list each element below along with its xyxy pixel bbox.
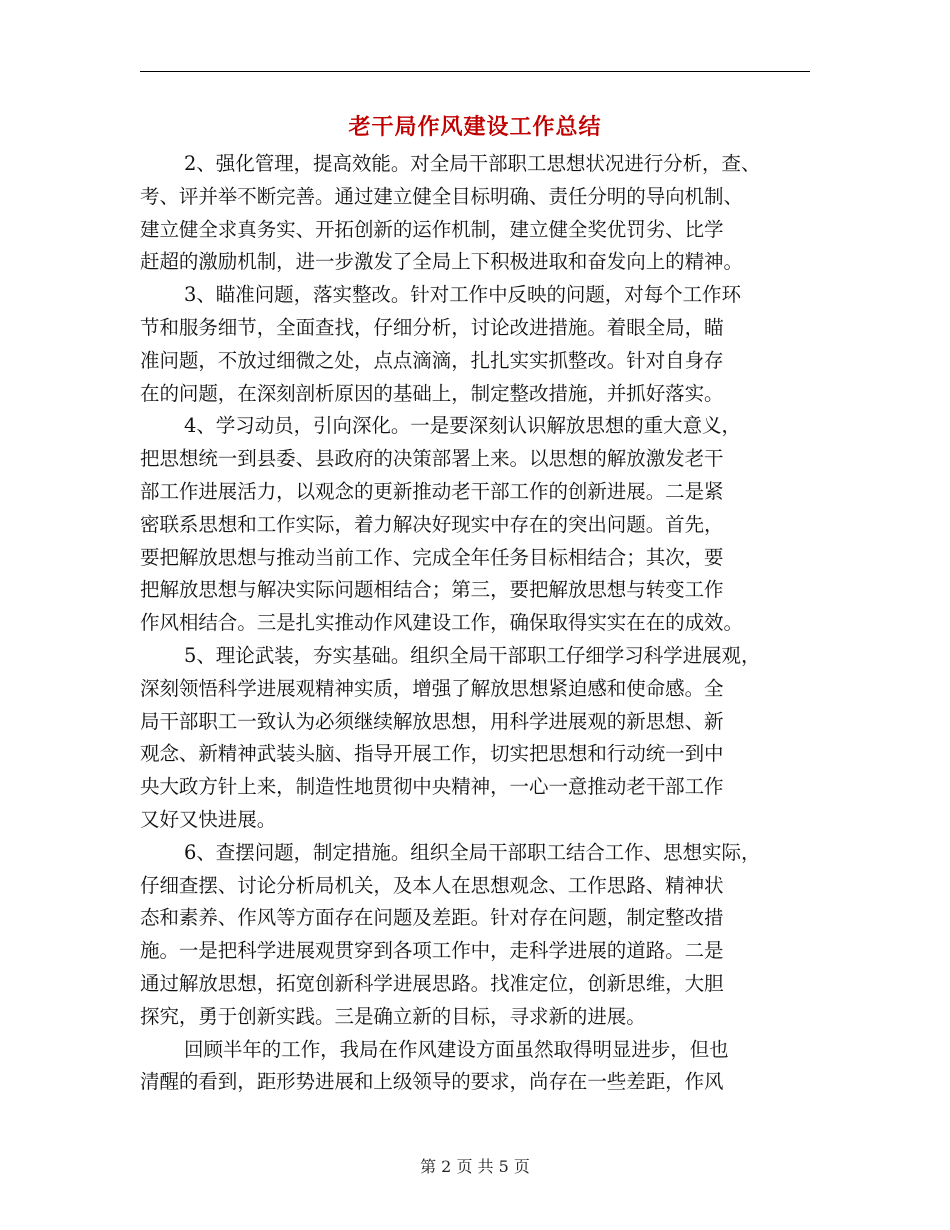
text-line: 通过解放思想，拓宽创新科学进展思路。找准定位，创新思维，大胆 bbox=[140, 971, 724, 995]
text-line: 赶超的激励机制，进一步激发了全局上下积极进取和奋发向上的精神。 bbox=[140, 250, 743, 274]
text-line: 节和服务细节，全面查找，仔细分析，讨论改进措施。着眼全局，瞄 bbox=[140, 315, 724, 339]
page-number: 第 2 页 共 5 页 bbox=[420, 1157, 530, 1176]
text-line: 3、瞄准问题，落实整改。针对工作中反映的问题，对每个工作环 bbox=[184, 283, 741, 307]
text-line: 要把解放思想与推动当前工作、完成全年任务目标相结合；其次，要 bbox=[140, 545, 724, 569]
text-line: 仔细查摆、讨论分析局机关，及本人在思想观念、工作思路、精神状 bbox=[140, 873, 724, 897]
text-line: 考、评并举不断完善。通过建立健全目标明确、责任分明的导向机制、 bbox=[140, 184, 743, 208]
document-title: 老干局作风建设工作总结 bbox=[348, 115, 602, 140]
text-line: 密联系思想和工作实际，着力解决好现实中存在的突出问题。首先， bbox=[140, 512, 724, 536]
text-line: 观念、新精神武装头脑、指导开展工作，切实把思想和行动统一到中 bbox=[140, 742, 724, 766]
text-line: 4、学习动员，引向深化。一是要深刻认识解放思想的重大意义， bbox=[184, 414, 741, 438]
text-line: 5、理论武装，夯实基础。组织全局干部职工仔细学习科学进展观， bbox=[184, 643, 761, 667]
text-line: 2、强化管理，提高效能。对全局干部职工思想状况进行分析，查、 bbox=[184, 152, 761, 175]
text-line: 又好又快进展。 bbox=[140, 807, 277, 831]
text-line: 回顾半年的工作，我局在作风建设方面虽然取得明显进步，但也 bbox=[184, 1037, 729, 1061]
text-line: 把思想统一到县委、县政府的决策部署上来。以思想的解放激发老干 bbox=[140, 447, 724, 471]
text-line: 作风相结合。三是扎实推动作风建设工作，确保取得实实在在的成效。 bbox=[140, 611, 743, 635]
text-line: 清醒的看到，距形势进展和上级领导的要求，尚存在一些差距，作风 bbox=[140, 1070, 724, 1094]
text-line: 把解放思想与解决实际问题相结合；第三，要把解放思想与转变工作 bbox=[140, 578, 724, 602]
text-line: 央大政方针上来，制造性地贯彻中央精神，一心一意推动老干部工作 bbox=[140, 775, 724, 799]
header-rule bbox=[140, 71, 810, 72]
text-line: 准问题，不放过细微之处，点点滴滴，扎扎实实抓整改。针对自身存 bbox=[140, 348, 724, 372]
text-line: 探究，勇于创新实践。三是确立新的目标，寻求新的进展。 bbox=[140, 1004, 646, 1028]
text-line: 6、查摆问题，制定措施。组织全局干部职工结合工作、思想实际， bbox=[184, 840, 761, 864]
document-body bbox=[140, 148, 812, 1099]
text-line: 在的问题，在深刻剖析原因的基础上，制定整改措施，并抓好落实。 bbox=[140, 381, 724, 405]
text-line: 建立健全求真务实、开拓创新的运作机制，建立健全奖优罚劣、比学 bbox=[140, 217, 724, 241]
text-line: 施。一是把科学进展观贯穿到各项工作中，走科学进展的道路。二是 bbox=[140, 939, 724, 963]
text-line: 部工作进展活力，以观念的更新推动老干部工作的创新进展。二是紧 bbox=[140, 479, 724, 503]
text-line: 深刻领悟科学进展观精神实质，增强了解放思想紧迫感和使命感。全 bbox=[140, 676, 724, 700]
text-line: 局干部职工一致认为必须继续解放思想，用科学进展观的新思想、新 bbox=[140, 709, 724, 733]
text-line: 态和素养、作风等方面存在问题及差距。针对存在问题，制定整改措 bbox=[140, 906, 724, 930]
